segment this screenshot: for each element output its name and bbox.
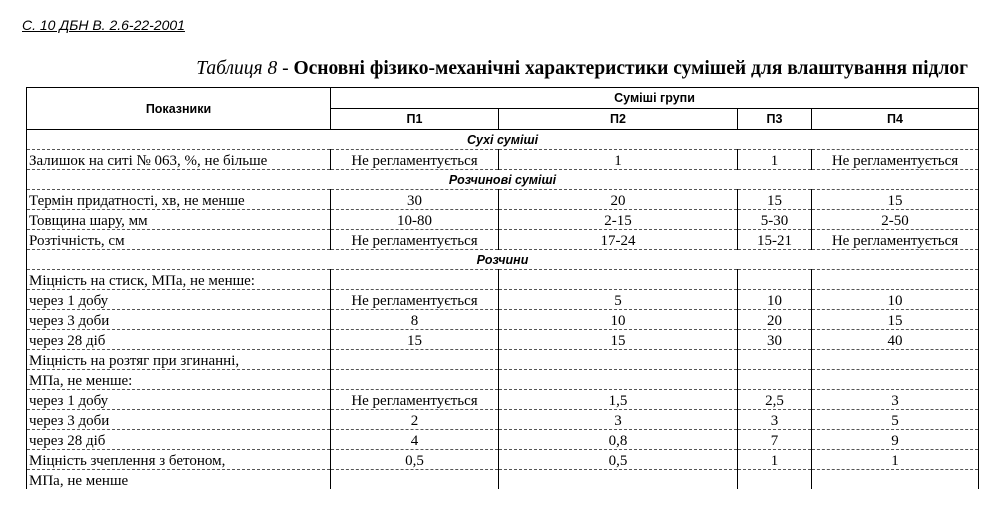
table-row [27,470,979,490]
cell-value: 3 [738,410,812,430]
cell-value: 10 [499,310,738,330]
table-row [27,430,979,450]
row-label: через 3 доби [27,310,331,330]
section-title: Розчинові суміші [27,170,979,190]
section-row [27,250,979,270]
cell-value: 15 [331,330,499,350]
cell-value: 15 [738,190,812,210]
column-header-п4: П4 [812,109,979,130]
table-row [27,290,979,310]
row-label: через 28 діб [27,330,331,350]
cell-value: 10 [738,290,812,310]
row-label: Міцність на розтяг при згинанні, [27,350,331,370]
cell-value: 2 [331,410,499,430]
cell-value: 5 [812,410,979,430]
table-row [27,410,979,430]
cell-value: 15 [812,310,979,330]
row-label: Розтічність, см [27,230,331,250]
table-row [27,190,979,210]
cell-value: 1 [499,150,738,170]
cell-value [812,370,979,390]
cell-value: 1 [738,150,812,170]
cell-value [812,270,979,290]
header-indicator: Показники [27,88,331,130]
cell-value [331,350,499,370]
column-header-п3: П3 [738,109,812,130]
cell-value [499,270,738,290]
characteristics-table [26,87,979,489]
cell-value: 30 [738,330,812,350]
cell-value [738,470,812,490]
row-label: через 1 добу [27,390,331,410]
page-header: С. 10 ДБН В. 2.6-22-2001 [22,17,185,33]
cell-value: 10-80 [331,210,499,230]
table-row [27,310,979,330]
table-row [27,230,979,250]
cell-value: 17-24 [499,230,738,250]
cell-value [331,470,499,490]
row-label: через 3 доби [27,410,331,430]
cell-value [499,370,738,390]
cell-value [499,470,738,490]
table-row [27,270,979,290]
cell-value: Не регламентується [331,290,499,310]
cell-value: 5-30 [738,210,812,230]
row-label: Міцність зчеплення з бетоном, [27,450,331,470]
caption-label: Таблиця 8 [196,58,278,79]
row-label: Термін придатності, хв, не менше [27,190,331,210]
cell-value: 0,8 [499,430,738,450]
table-row [27,370,979,390]
cell-value: Не регламентується [812,230,979,250]
cell-value: Не регламентується [331,390,499,410]
row-label: Міцність на стиск, МПа, не менше: [27,270,331,290]
caption-title: Основні фізико-механічні характеристики сумішей для влаштування підлог [293,58,968,79]
cell-value: 3 [812,390,979,410]
cell-value: 8 [331,310,499,330]
cell-value: 5 [499,290,738,310]
cell-value: 15-21 [738,230,812,250]
table-row [27,350,979,370]
table-row [27,450,979,470]
cell-value: 4 [331,430,499,450]
cell-value: 9 [812,430,979,450]
row-label: через 28 діб [27,430,331,450]
cell-value: Не регламентується [812,150,979,170]
section-title: Розчини [27,250,979,270]
row-label: МПа, не менше [27,470,331,490]
cell-value: 1 [738,450,812,470]
cell-value [738,370,812,390]
cell-value: Не регламентується [331,150,499,170]
cell-value [331,370,499,390]
cell-value [812,350,979,370]
cell-value: 2-50 [812,210,979,230]
cell-value: 3 [499,410,738,430]
cell-value: 0,5 [499,450,738,470]
cell-value [812,470,979,490]
cell-value: 0,5 [331,450,499,470]
cell-value: 2,5 [738,390,812,410]
cell-value: 20 [499,190,738,210]
table-row [27,390,979,410]
cell-value: 30 [331,190,499,210]
cell-value: 15 [812,190,979,210]
cell-value [738,350,812,370]
cell-value: 1 [812,450,979,470]
cell-value: 15 [499,330,738,350]
cell-value: 20 [738,310,812,330]
cell-value: 1,5 [499,390,738,410]
table-row [27,330,979,350]
section-title: Сухі суміші [27,130,979,150]
cell-value: 10 [812,290,979,310]
column-header-п1: П1 [331,109,499,130]
cell-value: 2-15 [499,210,738,230]
row-label: Залишок на ситі № 063, %, не більше [27,150,331,170]
caption-dash: - [277,58,294,79]
column-header-п2: П2 [499,109,738,130]
cell-value: 40 [812,330,979,350]
cell-value [499,350,738,370]
cell-value: Не регламентується [331,230,499,250]
cell-value [331,270,499,290]
cell-value: 7 [738,430,812,450]
header-group: Суміші групи [331,88,979,109]
section-row [27,130,979,150]
row-label: Товщина шару, мм [27,210,331,230]
cell-value [738,270,812,290]
row-label: МПа, не менше: [27,370,331,390]
table-caption [0,58,968,80]
section-row [27,170,979,190]
table-row [27,150,979,170]
row-label: через 1 добу [27,290,331,310]
table-row [27,210,979,230]
